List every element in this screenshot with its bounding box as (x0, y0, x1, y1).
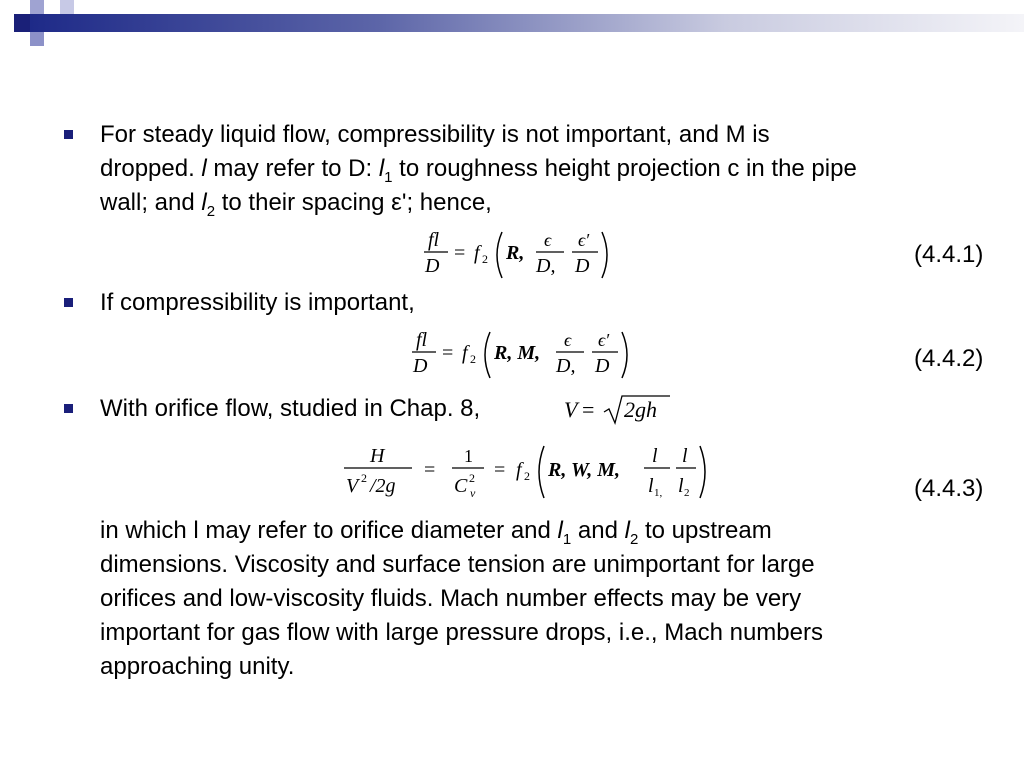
text: and (571, 517, 625, 544)
text: For steady liquid flow, compressibility is not important, and M is (100, 121, 770, 148)
text: in which l may refer to orifice diameter and (100, 517, 558, 544)
subscript: 2 (629, 531, 639, 548)
eq-C-sub: v (470, 486, 476, 500)
equation-number: (4.4.2) (914, 345, 984, 372)
eq-equals: = (454, 242, 466, 264)
eq-f: f (462, 342, 468, 364)
paragraph-line-3: orifices and low-viscosity fluids. Mach number effects may be very (100, 585, 802, 612)
eq-l-num: l (652, 445, 658, 467)
eq-H: H (370, 445, 385, 467)
text: If compressibility is important, (100, 289, 415, 316)
bullet-1-line-3 (100, 186, 492, 220)
subscript: 2 (206, 203, 216, 220)
paragraph-line-4: important for gas flow with large pressure drops, i.e., Mach numbers (100, 619, 823, 646)
subscript: 1 (562, 531, 572, 548)
eq-l2-den: l (678, 475, 684, 497)
bullet-1-line-2 (100, 152, 857, 186)
bullet-1-line-1 (100, 118, 770, 152)
inline-equation-V (562, 392, 674, 431)
eq-C-sup: 2 (469, 471, 475, 485)
eq-eps1-num: ϵ (564, 330, 572, 350)
eq-lhs-num: fl (428, 229, 440, 251)
equation-4-4-1 (418, 226, 618, 289)
bullet-2-line-1 (100, 286, 415, 320)
eq-eps1-num: ϵ (544, 230, 552, 250)
eq-eps2-den: D (595, 355, 610, 377)
equation-number: (4.4.3) (914, 475, 984, 502)
eq-eps2-num: ϵ′ (578, 230, 590, 250)
eq-eps1-den: D, (536, 255, 556, 277)
paragraph-line-5: approaching unity. (100, 653, 295, 680)
eq-f: f (474, 242, 480, 264)
subscript: 1 (384, 169, 393, 186)
text: l (201, 189, 207, 216)
eq-equals: = (442, 342, 454, 364)
text: to roughness height projection c in the pipe (392, 155, 857, 182)
eq-f-sub: 2 (524, 469, 530, 483)
eq-R-M: R, M, (494, 342, 541, 364)
bullet-marker (64, 130, 73, 139)
eq-equals: = (424, 459, 436, 481)
eq-l1-den: l (648, 475, 654, 497)
equation-number: (4.4.1) (914, 241, 984, 268)
paragraph-line-1 (100, 514, 772, 548)
eq-R-W-M: R, W, M, (548, 459, 621, 481)
eq-f-sub: 2 (470, 352, 476, 366)
eq-l1-sub: 1, (654, 487, 663, 499)
eq-f-sub: 2 (482, 252, 488, 266)
text: to upstream (638, 517, 772, 544)
eq-V: V (564, 397, 578, 422)
text: wall; and (100, 189, 202, 216)
eq-l-num-2: l (682, 445, 688, 467)
text: may refer to D: (206, 155, 379, 182)
eq-C: C (454, 475, 468, 497)
bullet-marker (64, 404, 73, 413)
eq-eps2-den: D (575, 255, 590, 277)
paragraph-line-2: dimensions. Viscosity and surface tension are unimportant for large (100, 551, 815, 578)
eq-one: 1 (464, 446, 473, 466)
eq-l2-sub: 2 (684, 487, 690, 499)
eq-V-sup: 2 (361, 471, 367, 485)
bullet-3-line-1 (100, 392, 480, 426)
bullet-marker (64, 298, 73, 307)
eq-equals: = (494, 459, 506, 481)
text: to their spacing ε'; hence, (215, 189, 492, 216)
text: dropped. (100, 155, 202, 182)
text: l (201, 155, 207, 182)
text: l (624, 517, 630, 544)
equation-4-4-2 (406, 326, 636, 389)
eq-lhs-num: fl (416, 329, 428, 351)
eq-lhs-den: D (413, 355, 428, 377)
eq-f: f (516, 459, 522, 481)
eq-eps1-den: D, (556, 355, 576, 377)
eq-eps2-num: ϵ′ (598, 330, 610, 350)
text: l (557, 517, 563, 544)
equation-4-4-3 (340, 440, 712, 509)
text: With orifice flow, studied in Chap. 8, (100, 395, 481, 422)
eq-R: R, (506, 242, 525, 264)
eq-over-2g: /2g (370, 475, 396, 497)
eq-lhs-den: D (425, 255, 440, 277)
eq-V: V (346, 475, 359, 497)
eq-equals: = (582, 397, 595, 422)
eq-sqrt-arg: 2gh (624, 397, 657, 422)
text: l (378, 155, 385, 182)
